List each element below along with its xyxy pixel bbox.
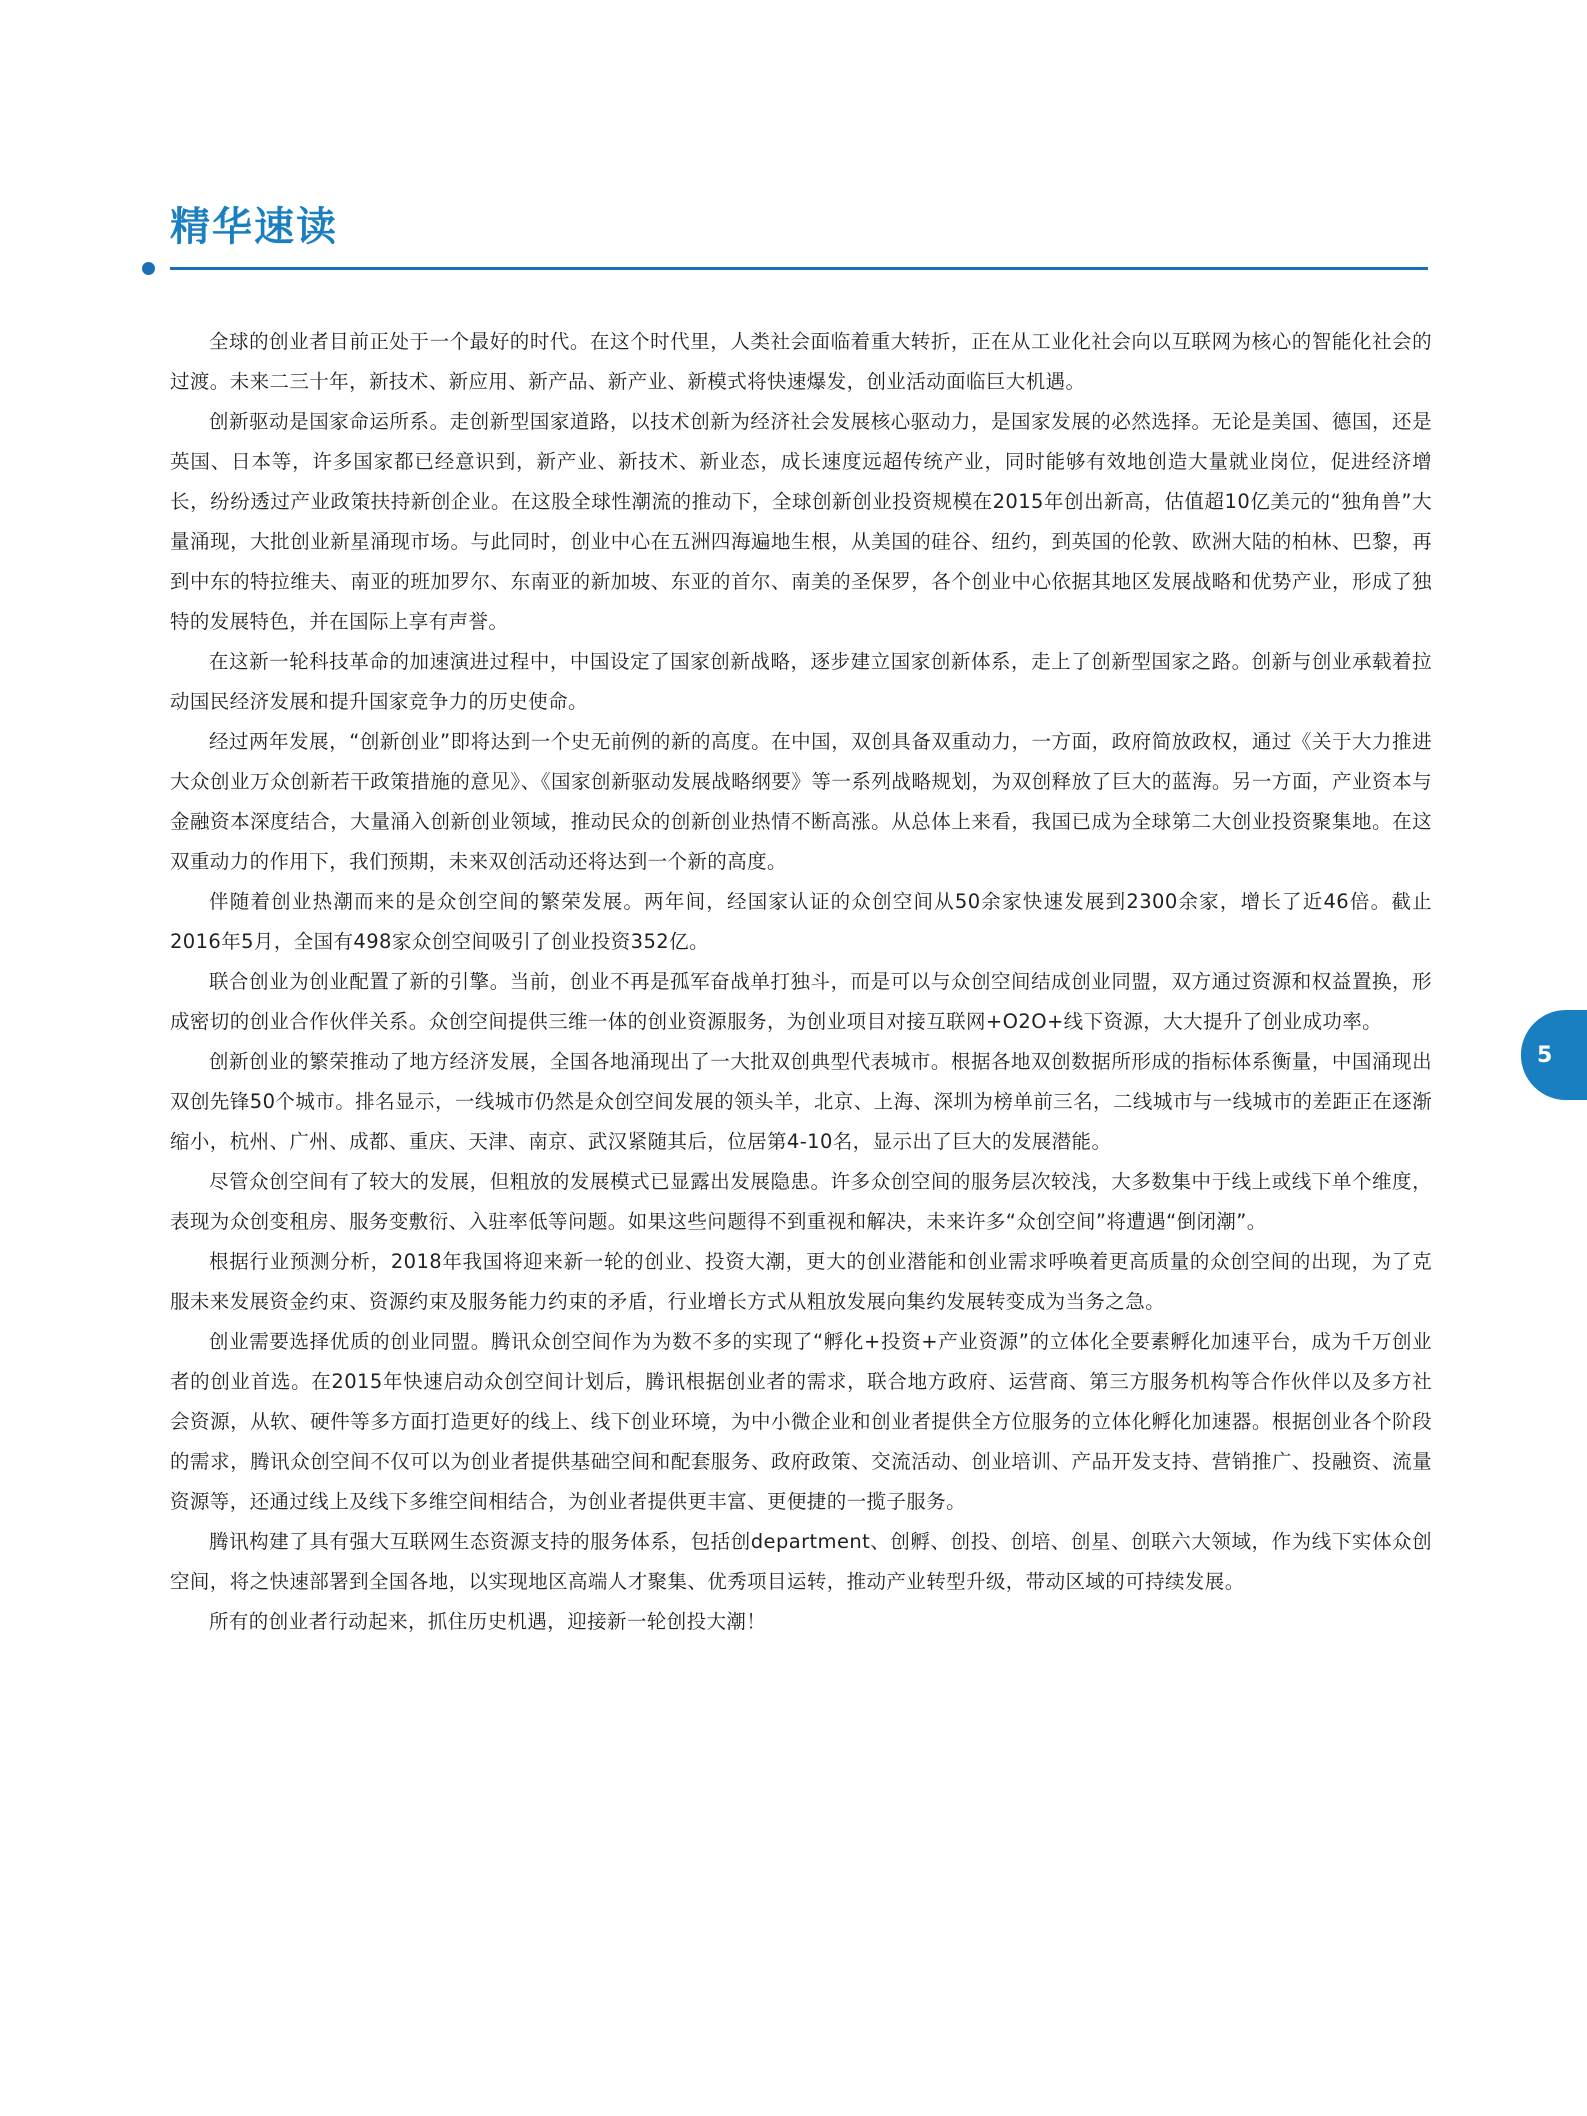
paragraph: 腾讯构建了具有强大互联网生态资源支持的服务体系，包括创department、创孵、创投、创培、创星、创联六大领域，作为线下实体众创空间，将之快速部署到全国各地，以实现地区高端人才聚集、优秀项目运转，推动产业转型升级，带动区域的可持续发展。 <box>170 1530 1432 1593</box>
paragraph: 全球的创业者目前正处于一个最好的时代。在这个时代里，人类社会面临着重大转折，正在从工业化社会向以互联网为核心的智能化社会的过渡。未来二三十年，新技术、新应用、新产品、新产业、新模式将快速爆发，创业活动面临巨大机遇。 <box>170 330 1432 393</box>
page-number: 5 <box>1537 1042 1553 1068</box>
paragraph: 创新创业的繁荣推动了地方经济发展，全国各地涌现出了一大批双创典型代表城市。根据各地双创数据所形成的指标体系衡量，中国涌现出双创先锋50个城市。排名显示，一线城市仍然是众创空间发展的领头羊，北京、上海、深圳为榜单前三名，二线城市与一线城市的差距正在逐渐缩小，杭州、广州、成都、重庆、天津、南京、武汉紧随其后，位居第4-10名，显示出了巨大的发展潜能。 <box>170 1050 1432 1153</box>
page-number-tab <box>1521 1012 1587 1098</box>
paragraph: 经过两年发展，“创新创业”即将达到一个史无前例的新的高度。在中国，双创具备双重动力，一方面，政府简放政权，通过《关于大力推进大众创业万众创新若干政策措施的意见》、《国家创新驱动发展战略纲要》等一系列战略规划，为双创释放了巨大的蓝海。另一方面，产业资本与金融资本深度结合，大量涌入创新创业领域，推动民众的创新创业热情不断高涨。从总体上来看，我国已成为全球第二大创业投资聚集地。在这双重动力的作用下，我们预期，未来双创活动还将达到一个新的高度。 <box>170 730 1432 873</box>
paragraph: 创业需要选择优质的创业同盟。腾讯众创空间作为为数不多的实现了“孵化+投资+产业资源”的立体化全要素孵化加速平台，成为千万创业者的创业首选。在2015年快速启动众创空间计划后，腾讯根据创业者的需求，联合地方政府、运营商、第三方服务机构等合作伙伴以及多方社会资源，从软、硬件等多方面打造更好的线上、线下创业环境，为中小微企业和创业者提供全方位服务的立体化孵化加速器。根据创业各个阶段的需求，腾讯众创空间不仅可以为创业者提供基础空间和配套服务、政府政策、交流活动、创业培训、产品开发支持、营销推广、投融资、流量资源等，还通过线上及线下多维空间相结合，为创业者提供更丰富、更便捷的一揽子服务。 <box>170 1330 1432 1513</box>
page-title: 精华速读 <box>170 204 338 250</box>
paragraph: 在这新一轮科技革命的加速演进过程中，中国设定了国家创新战略，逐步建立国家创新体系，走上了创新型国家之路。创新与创业承载着拉动国民经济发展和提升国家竞争力的历史使命。 <box>170 650 1432 713</box>
paragraph: 创新驱动是国家命运所系。走创新型国家道路，以技术创新为经济社会发展核心驱动力，是国家发展的必然选择。无论是美国、德国，还是英国、日本等，许多国家都已经意识到，新产业、新技术、新业态，成长速度远超传统产业，同时能够有效地创造大量就业岗位，促进经济增长，纷纷透过产业政策扶持新创企业。在这股全球性潮流的推动下，全球创新创业投资规模在2015年创出新高，估值超10亿美元的“独角兽”大量涌现，大批创业新星涌现市场。与此同时，创业中心在五洲四海遍地生根，从美国的硅谷、纽约，到英国的伦敦、欧洲大陆的柏林、巴黎，再到中东的特拉维夫、南亚的班加罗尔、东南亚的新加坡、东亚的首尔、南美的圣保罗，各个创业中心依据其地区发展战略和优势产业，形成了独特的发展特色，并在国际上享有声誉。 <box>170 410 1432 633</box>
paragraph: 所有的创业者行动起来，抓住历史机遇，迎接新一轮创投大潮！ <box>209 1610 767 1633</box>
paragraph: 尽管众创空间有了较大的发展，但粗放的发展模式已显露出发展隐患。许多众创空间的服务层次较浅，大多数集中于线上或线下单个维度，表现为众创变租房、服务变敷衍、入驻率低等问题。如果这些问题得不到重视和解决，未来许多“众创空间”将遭遇“倒闭潮”。 <box>170 1170 1432 1233</box>
header-divider <box>170 267 1428 270</box>
paragraph: 伴随着创业热潮而来的是众创空间的繁荣发展。两年间，经国家认证的众创空间从50余家快速发展到2300余家，增长了近46倍。截止2016年5月，全国有498家众创空间吸引了创业投资352亿。 <box>170 890 1432 953</box>
bullet-dot-icon <box>142 262 155 275</box>
paragraph: 联合创业为创业配置了新的引擎。当前，创业不再是孤军奋战单打独斗，而是可以与众创空间结成创业同盟，双方通过资源和权益置换，形成密切的创业合作伙伴关系。众创空间提供三维一体的创业资源服务，为创业项目对接互联网+O2O+线下资源，大大提升了创业成功率。 <box>170 970 1432 1033</box>
paragraph: 根据行业预测分析，2018年我国将迎来新一轮的创业、投资大潮，更大的创业潜能和创业需求呼唤着更高质量的众创空间的出现，为了克服未来发展资金约束、资源约束及服务能力约束的矛盾，行业增长方式从粗放发展向集约发展转变成为当务之急。 <box>170 1250 1432 1313</box>
section-header <box>170 205 1430 270</box>
article-body <box>170 322 1432 1642</box>
